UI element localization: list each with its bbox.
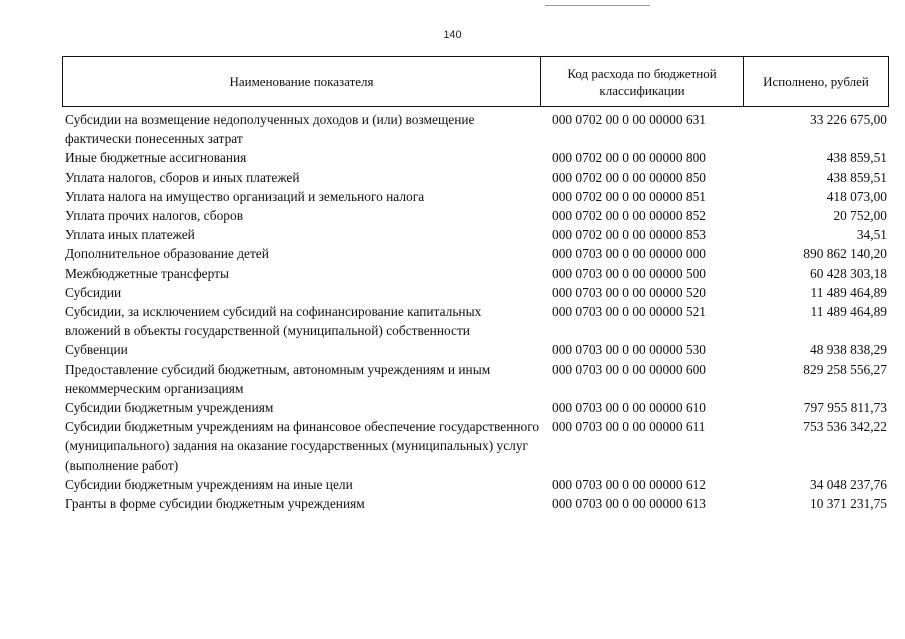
row-value: 33 226 675,00 [810, 112, 887, 127]
row-code: 000 0703 00 0 00 00000 521 [552, 304, 706, 320]
row-name: Субвенции [65, 342, 128, 358]
row-value: 890 862 140,20 [803, 246, 887, 262]
header-code: Код расхода по бюджетной классификации [541, 57, 744, 106]
table-row [62, 302, 889, 340]
row-value: 753 536 342,22 [803, 419, 887, 435]
header-value: Исполнено, рублей [763, 74, 869, 89]
row-name: Дополнительное образование детей [65, 246, 269, 262]
table-row [62, 225, 889, 244]
table-row [62, 110, 889, 148]
row-value: 10 371 231,75 [810, 496, 887, 512]
table-row [62, 340, 889, 359]
row-code: 000 0702 00 0 00 00000 631 [552, 112, 706, 127]
row-code: 000 0703 00 0 00 00000 520 [552, 284, 706, 300]
row-code: 000 0703 00 0 00 00000 000 [552, 246, 706, 262]
row-name: Субсидии бюджетным учреждениям [65, 400, 274, 416]
row-value: 60 428 303,18 [810, 265, 887, 281]
row-name: Уплата налога на имущество организаций и земельного налога [65, 188, 425, 204]
table-body [62, 110, 889, 513]
row-name: Иные бюджетные ассигнования [65, 150, 247, 166]
row-value: 438 859,51 [826, 169, 887, 185]
table-row [62, 206, 889, 225]
row-name: Субсидии на возмещение недополученных доходов и (или) возмещение фактически понесенных затрат [65, 112, 475, 147]
row-code: 000 0703 00 0 00 00000 613 [552, 496, 706, 512]
table-row [62, 264, 889, 283]
table-row [62, 244, 889, 263]
row-value: 11 489 464,89 [810, 284, 887, 300]
row-value: 418 073,00 [826, 188, 887, 204]
table-row [62, 283, 889, 302]
table-row [62, 360, 889, 398]
table-row [62, 187, 889, 206]
row-name: Гранты в форме субсидии бюджетным учреждениям [65, 496, 365, 512]
row-code: 000 0702 00 0 00 00000 853 [552, 227, 706, 243]
row-value: 438 859,51 [826, 150, 887, 166]
row-code: 000 0703 00 0 00 00000 612 [552, 476, 706, 492]
row-code: 000 0702 00 0 00 00000 852 [552, 208, 706, 224]
row-value: 829 258 556,27 [803, 361, 887, 377]
row-value: 20 752,00 [833, 208, 887, 224]
row-value: 11 489 464,89 [810, 304, 887, 320]
table-row [62, 417, 889, 475]
table-header [62, 56, 889, 107]
row-code: 000 0703 00 0 00 00000 500 [552, 265, 706, 281]
row-name: Субсидии, за исключением субсидий на софинансирование капитальных вложений в объекты государственной (муниципальной) собственности [65, 304, 482, 339]
row-code: 000 0703 00 0 00 00000 530 [552, 342, 706, 358]
top-rule [545, 5, 650, 6]
row-value: 48 938 838,29 [810, 342, 887, 358]
row-code: 000 0702 00 0 00 00000 851 [552, 188, 706, 204]
row-code: 000 0703 00 0 00 00000 611 [552, 419, 706, 435]
row-value: 34,51 [856, 227, 887, 243]
table-row [62, 475, 889, 494]
row-name: Уплата налогов, сборов и иных платежей [65, 169, 300, 185]
row-name: Предоставление субсидий бюджетным, автономным учреждениям и иным некоммерческим организациям [65, 361, 491, 396]
table-row [62, 148, 889, 167]
table-row [62, 494, 889, 513]
row-code: 000 0703 00 0 00 00000 610 [552, 400, 706, 416]
row-name: Межбюджетные трансферты [65, 265, 229, 281]
table-row [62, 168, 889, 187]
row-value: 34 048 237,76 [810, 476, 887, 492]
header-name: Наименование показателя [63, 57, 541, 106]
row-code: 000 0702 00 0 00 00000 850 [552, 169, 706, 185]
row-code: 000 0702 00 0 00 00000 800 [552, 150, 706, 166]
row-name: Субсидии бюджетным учреждениям на иные цели [65, 476, 353, 492]
row-value: 797 955 811,73 [803, 400, 887, 416]
row-name: Субсидии [65, 284, 122, 300]
row-name: Уплата прочих налогов, сборов [65, 208, 244, 224]
page-number: 140 [443, 29, 462, 41]
row-code: 000 0703 00 0 00 00000 600 [552, 361, 706, 377]
table-row [62, 398, 889, 417]
row-name: Субсидии бюджетным учреждениям на финансовое обеспечение государственного (муниципального) задания на оказание государственных (муниципальных) услуг (выполнение работ) [65, 419, 540, 473]
row-name: Уплата иных платежей [65, 227, 195, 243]
